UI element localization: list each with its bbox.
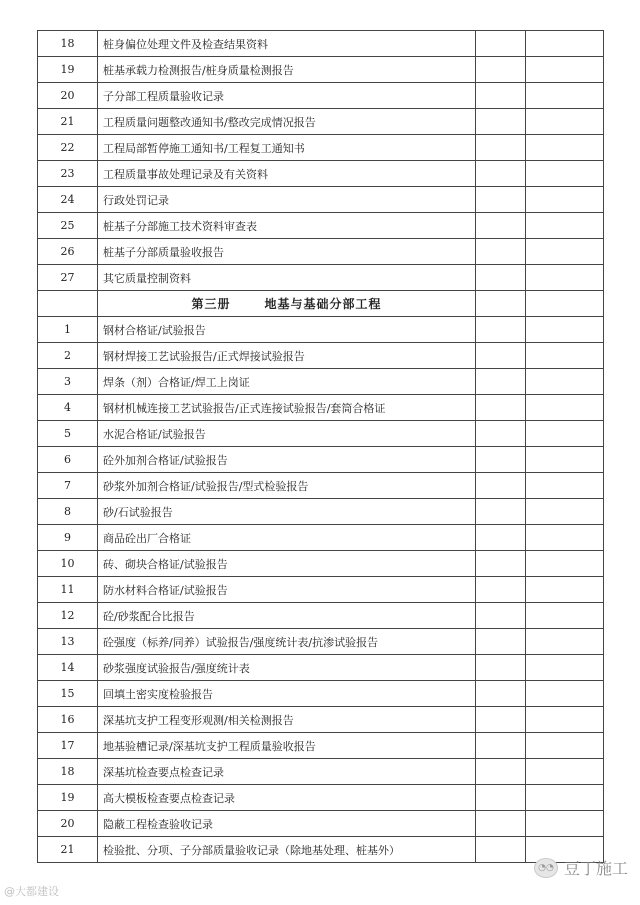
row-number: 18 — [38, 759, 98, 785]
document-table — [37, 30, 604, 863]
row-item-name: 隐蔽工程检查验收记录 — [98, 811, 476, 837]
row-number: 4 — [38, 395, 98, 421]
row-cell-blank — [526, 83, 604, 109]
row-number: 12 — [38, 603, 98, 629]
row-number: 22 — [38, 135, 98, 161]
row-item-name: 砼/砂浆配合比报告 — [98, 603, 476, 629]
table-row — [38, 837, 604, 863]
row-cell-blank — [476, 577, 526, 603]
row-cell-blank — [476, 499, 526, 525]
table-row — [38, 811, 604, 837]
row-number: 11 — [38, 577, 98, 603]
row-cell-blank — [526, 291, 604, 317]
row-cell-blank — [476, 343, 526, 369]
row-item-name: 水泥合格证/试验报告 — [98, 421, 476, 447]
section-title-text: 地基与基础分部工程 — [264, 297, 382, 311]
row-number: 20 — [38, 83, 98, 109]
row-cell-blank — [526, 395, 604, 421]
row-cell-blank — [476, 603, 526, 629]
row-item-name: 桩基子分部质量验收报告 — [98, 239, 476, 265]
table-row — [38, 265, 604, 291]
row-cell-blank — [526, 161, 604, 187]
table-row — [38, 161, 604, 187]
table-row — [38, 785, 604, 811]
row-number: 15 — [38, 681, 98, 707]
row-item-name: 高大模板检查要点检查记录 — [98, 785, 476, 811]
row-cell-blank — [476, 707, 526, 733]
row-cell-blank — [526, 343, 604, 369]
row-number: 1 — [38, 317, 98, 343]
row-cell-blank — [476, 291, 526, 317]
table-row — [38, 395, 604, 421]
table-row — [38, 317, 604, 343]
row-cell-blank — [476, 473, 526, 499]
row-item-name: 其它质量控制资料 — [98, 265, 476, 291]
row-cell-blank — [526, 31, 604, 57]
row-number: 26 — [38, 239, 98, 265]
row-cell-blank — [476, 655, 526, 681]
row-number: 16 — [38, 707, 98, 733]
row-number: 19 — [38, 785, 98, 811]
table-row — [38, 473, 604, 499]
row-cell-blank — [526, 213, 604, 239]
row-item-name: 砂浆强度试验报告/强度统计表 — [98, 655, 476, 681]
row-item-name: 焊条（剂）合格证/焊工上岗证 — [98, 369, 476, 395]
row-cell-blank — [476, 629, 526, 655]
row-number: 23 — [38, 161, 98, 187]
row-cell-blank — [526, 239, 604, 265]
row-cell-blank — [526, 629, 604, 655]
table-row — [38, 603, 604, 629]
table-row — [38, 187, 604, 213]
table-row — [38, 421, 604, 447]
table-row — [38, 239, 604, 265]
row-cell-blank — [476, 759, 526, 785]
table-row — [38, 135, 604, 161]
row-cell-blank — [476, 57, 526, 83]
table-row — [38, 109, 604, 135]
row-item-name: 砼外加剂合格证/试验报告 — [98, 447, 476, 473]
row-cell-blank — [38, 291, 98, 317]
row-number: 25 — [38, 213, 98, 239]
row-item-name: 商品砼出厂合格证 — [98, 525, 476, 551]
row-number: 21 — [38, 837, 98, 863]
row-cell-blank — [476, 785, 526, 811]
row-number: 21 — [38, 109, 98, 135]
table-row — [38, 759, 604, 785]
row-number: 8 — [38, 499, 98, 525]
row-cell-blank — [526, 525, 604, 551]
table-row — [38, 707, 604, 733]
row-cell-blank — [476, 733, 526, 759]
row-cell-blank — [526, 317, 604, 343]
row-cell-blank — [476, 109, 526, 135]
row-cell-blank — [526, 421, 604, 447]
row-cell-blank — [526, 785, 604, 811]
row-number: 14 — [38, 655, 98, 681]
row-number: 7 — [38, 473, 98, 499]
row-item-name: 砂/石试验报告 — [98, 499, 476, 525]
table-row — [38, 499, 604, 525]
row-cell-blank — [526, 265, 604, 291]
row-cell-blank — [526, 603, 604, 629]
row-number: 19 — [38, 57, 98, 83]
row-item-name: 地基验槽记录/深基坑支护工程质量验收报告 — [98, 733, 476, 759]
table-row — [38, 57, 604, 83]
row-item-name: 桩基承载力检测报告/桩身质量检测报告 — [98, 57, 476, 83]
row-cell-blank — [526, 733, 604, 759]
row-cell-blank — [476, 265, 526, 291]
row-cell-blank — [526, 135, 604, 161]
row-item-name: 砂浆外加剂合格证/试验报告/型式检验报告 — [98, 473, 476, 499]
row-item-name: 工程质量事故处理记录及有关资料 — [98, 161, 476, 187]
row-cell-blank — [526, 187, 604, 213]
row-cell-blank — [526, 577, 604, 603]
row-item-name: 钢材焊接工艺试验报告/正式焊接试验报告 — [98, 343, 476, 369]
row-item-name: 钢材机械连接工艺试验报告/正式连接试验报告/套筒合格证 — [98, 395, 476, 421]
row-cell-blank — [476, 83, 526, 109]
row-number: 20 — [38, 811, 98, 837]
table-row — [38, 343, 604, 369]
row-item-name: 检验批、分项、子分部质量验收记录（除地基处理、桩基外） — [98, 837, 476, 863]
row-cell-blank — [526, 707, 604, 733]
row-cell-blank — [476, 395, 526, 421]
row-cell-blank — [476, 213, 526, 239]
row-cell-blank — [476, 421, 526, 447]
row-cell-blank — [476, 187, 526, 213]
row-number: 24 — [38, 187, 98, 213]
watermark-left: @大都建设 — [4, 885, 59, 898]
row-cell-blank — [476, 525, 526, 551]
table-row — [38, 577, 604, 603]
row-cell-blank — [476, 135, 526, 161]
row-item-name: 子分部工程质量验收记录 — [98, 83, 476, 109]
row-item-name: 工程质量问题整改通知书/整改完成情况报告 — [98, 109, 476, 135]
row-number: 10 — [38, 551, 98, 577]
section-header-row — [38, 291, 604, 317]
row-number: 13 — [38, 629, 98, 655]
table-row — [38, 447, 604, 473]
row-cell-blank — [526, 681, 604, 707]
row-cell-blank — [526, 109, 604, 135]
wechat-icon: ◔◔ — [534, 858, 558, 878]
watermark-right — [534, 856, 628, 879]
row-cell-blank — [476, 31, 526, 57]
row-item-name: 深基坑检查要点检查记录 — [98, 759, 476, 785]
row-cell-blank — [476, 369, 526, 395]
row-cell-blank — [476, 447, 526, 473]
row-cell-blank — [526, 759, 604, 785]
row-cell-blank — [476, 239, 526, 265]
row-item-name: 行政处罚记录 — [98, 187, 476, 213]
table-body — [38, 31, 604, 863]
row-number: 17 — [38, 733, 98, 759]
row-cell-blank — [526, 57, 604, 83]
row-item-name: 深基坑支护工程变形观测/相关检测报告 — [98, 707, 476, 733]
row-number: 18 — [38, 31, 98, 57]
row-cell-blank — [526, 499, 604, 525]
table-row — [38, 369, 604, 395]
row-cell-blank — [526, 655, 604, 681]
row-item-name: 桩身偏位处理文件及检查结果资料 — [98, 31, 476, 57]
section-volume: 第三册 — [191, 297, 231, 311]
row-cell-blank — [476, 551, 526, 577]
row-cell-blank — [526, 447, 604, 473]
row-cell-blank — [526, 369, 604, 395]
row-number: 9 — [38, 525, 98, 551]
row-item-name: 回填土密实度检验报告 — [98, 681, 476, 707]
row-number: 27 — [38, 265, 98, 291]
table-row — [38, 733, 604, 759]
watermark-right-text: 豆丁施工 — [563, 859, 628, 878]
section-title — [98, 291, 476, 317]
table-row — [38, 525, 604, 551]
row-item-name: 砼强度（标养/同养）试验报告/强度统计表/抗渗试验报告 — [98, 629, 476, 655]
row-cell-blank — [526, 473, 604, 499]
row-cell-blank — [526, 811, 604, 837]
row-cell-blank — [476, 161, 526, 187]
row-cell-blank — [476, 317, 526, 343]
table-row — [38, 551, 604, 577]
table-row — [38, 31, 604, 57]
table-row — [38, 655, 604, 681]
row-item-name: 工程局部暂停施工通知书/工程复工通知书 — [98, 135, 476, 161]
row-cell-blank — [476, 811, 526, 837]
row-item-name: 桩基子分部施工技术资料审查表 — [98, 213, 476, 239]
table-row — [38, 83, 604, 109]
row-number: 3 — [38, 369, 98, 395]
row-cell-blank — [476, 681, 526, 707]
row-item-name: 防水材料合格证/试验报告 — [98, 577, 476, 603]
row-number: 6 — [38, 447, 98, 473]
table-row — [38, 629, 604, 655]
row-item-name: 钢材合格证/试验报告 — [98, 317, 476, 343]
row-number: 5 — [38, 421, 98, 447]
row-cell-blank — [476, 837, 526, 863]
row-item-name: 砖、砌块合格证/试验报告 — [98, 551, 476, 577]
row-cell-blank — [526, 551, 604, 577]
table-row — [38, 681, 604, 707]
row-number: 2 — [38, 343, 98, 369]
table-row — [38, 213, 604, 239]
